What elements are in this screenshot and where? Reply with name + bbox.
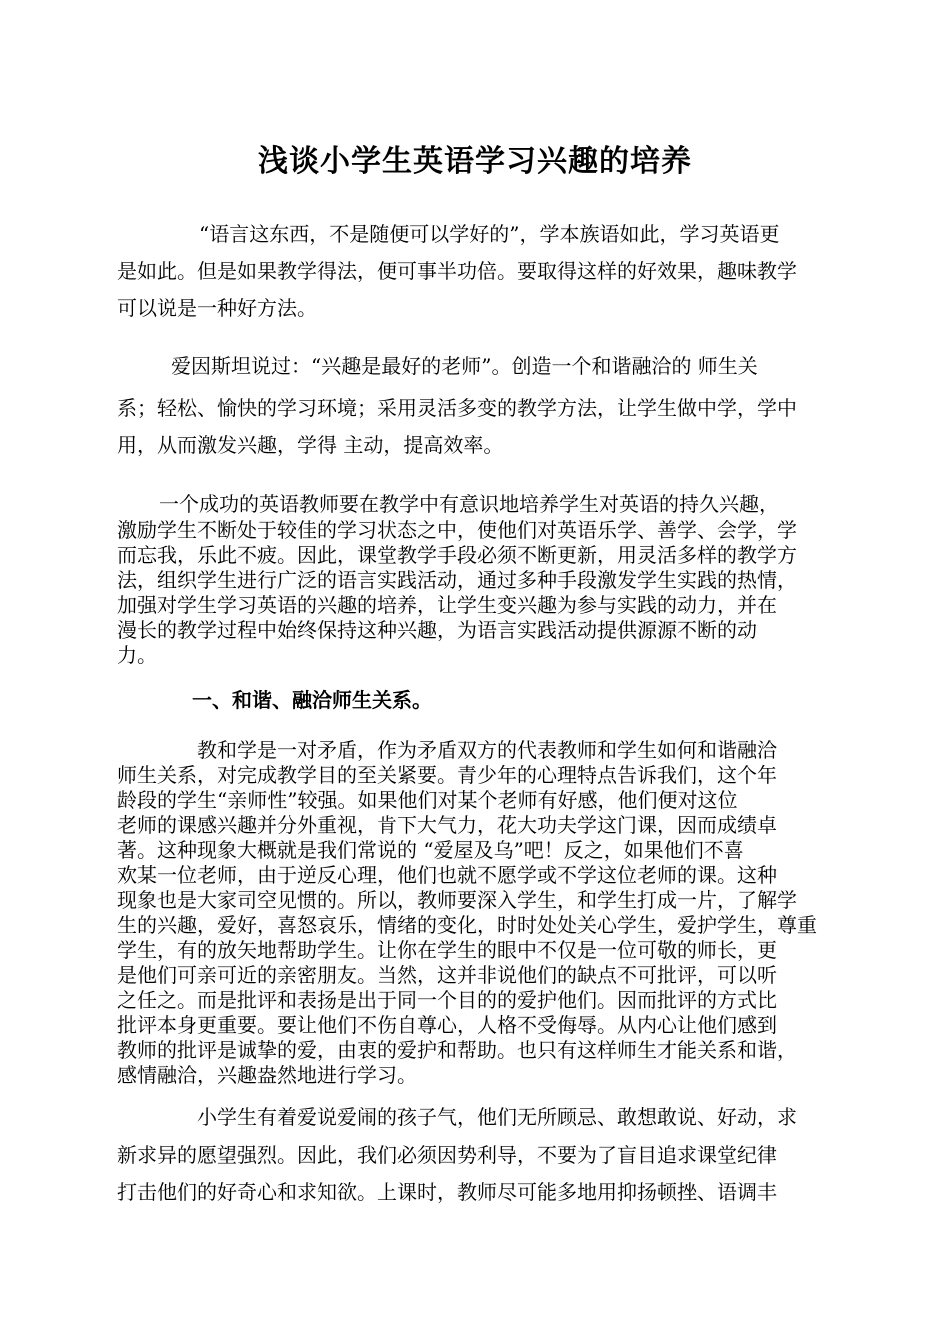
- paragraph-4-line-1: 教和学是一对矛盾，作为矛盾双方的代表教师和学生如何和谐融洽: [197, 738, 777, 762]
- paragraph-4-line-8: 生的兴趣，爱好，喜怒哀乐，情绪的变化，时时处处关心学生，爱护学生，尊重: [117, 913, 817, 937]
- paragraph-4-line-3: 龄段的学生“亲师性”较强。如果他们对某个老师有好感，他们便对这位: [117, 788, 738, 812]
- paragraph-4-line-5: 著。这种现象大概就是我们常说的 “爱屋及乌”吧！反之，如果他们不喜: [117, 838, 744, 862]
- paragraph-4-line-4: 老师的课感兴趣并分外重视，肯下大气力，花大功夫学这门课，因而成绩卓: [117, 813, 777, 837]
- paragraph-2-line-2: 系；轻松、愉快的学习环境；采用灵活多变的教学方法，让学生做中学，学中: [117, 396, 797, 420]
- paragraph-4-line-10: 是他们可亲可近的亲密朋友。当然，这并非说他们的缺点不可批评，可以听: [117, 963, 777, 987]
- document-title: 浅谈小学生英语学习兴趣的培养: [258, 144, 692, 179]
- paragraph-4-line-2: 师生关系，对完成教学目的至关紧要。青少年的心理特点告诉我们，这个年: [117, 763, 777, 787]
- paragraph-3-line-2: 激励学生不断处于较佳的学习状态之中，使他们对英语乐学、善学、会学，学: [117, 518, 797, 542]
- paragraph-1-line-3: 可以说是一种好方法。: [117, 296, 317, 320]
- paragraph-3-line-7: 力。: [117, 643, 157, 667]
- paragraph-3-line-5: 加强对学生学习英语的兴趣的培养，让学生变兴趣为参与实践的动力，并在: [117, 593, 777, 617]
- paragraph-4-line-7: 现象也是大家司空见惯的。所以，教师要深入学生，和学生打成一片，了解学: [117, 888, 797, 912]
- paragraph-2-line-3: 用，从而激发兴趣，学得 主动，提高效率。: [117, 433, 504, 457]
- paragraph-3-line-3: 而忘我，乐此不疲。因此，课堂教学手段必须不断更新，用灵活多样的教学方: [117, 543, 797, 567]
- paragraph-3-line-6: 漫长的教学过程中始终保持这种兴趣，为语言实践活动提供源源不断的动: [117, 618, 757, 642]
- paragraph-4-line-14: 感情融洽，兴趣盎然地进行学习。: [117, 1063, 417, 1087]
- paragraph-4-line-11: 之任之。而是批评和表扬是出于同一个目的的爱护他们。因而批评的方式比: [117, 988, 777, 1012]
- paragraph-4-line-9: 学生，有的放矢地帮助学生。让你在学生的眼中不仅是一位可敬的师长，更: [117, 938, 777, 962]
- paragraph-4-line-12: 批评本身更重要。要让他们不伤自尊心，人格不受侮辱。从内心让他们感到: [117, 1013, 777, 1037]
- paragraph-3-line-4: 法，组织学生进行广泛的语言实践活动，通过多种手段激发学生实践的热情，: [117, 568, 797, 592]
- section-heading: 一、和谐、融洽师生关系。: [192, 688, 432, 712]
- paragraph-1-line-2: 是如此。但是如果教学得法，便可事半功倍。要取得这样的好效果，趣味教学: [117, 259, 797, 283]
- paragraph-5-line-2: 新求异的愿望强烈。因此，我们必须因势利导，不要为了盲目追求课堂纪律: [117, 1143, 777, 1167]
- paragraph-1-line-1: “语言这东西，不是随便可以学好的”，学本族语如此，学习英语更: [199, 222, 780, 246]
- paragraph-3-line-1: 一个成功的英语教师要在教学中有意识地培养学生对英语的持久兴趣，: [159, 492, 779, 516]
- paragraph-4-line-6: 欢某一位老师，由于逆反心理，他们也就不愿学或不学这位老师的课。这种: [117, 863, 777, 887]
- paragraph-2-line-1: 爱因斯坦说过：“兴趣是最好的老师”。创造一个和谐融洽的 师生关: [171, 354, 758, 378]
- paragraph-4-line-13: 教师的批评是诚挚的爱，由衷的爱护和帮助。也只有这样师生才能关系和谐，: [117, 1038, 797, 1062]
- paragraph-5-line-1: 小学生有着爱说爱闹的孩子气，他们无所顾忌、敢想敢说、好动，求: [197, 1105, 797, 1129]
- paragraph-5-line-3: 打击他们的好奇心和求知欲。上课时，教师尽可能多地用抑扬顿挫、语调丰: [117, 1180, 777, 1204]
